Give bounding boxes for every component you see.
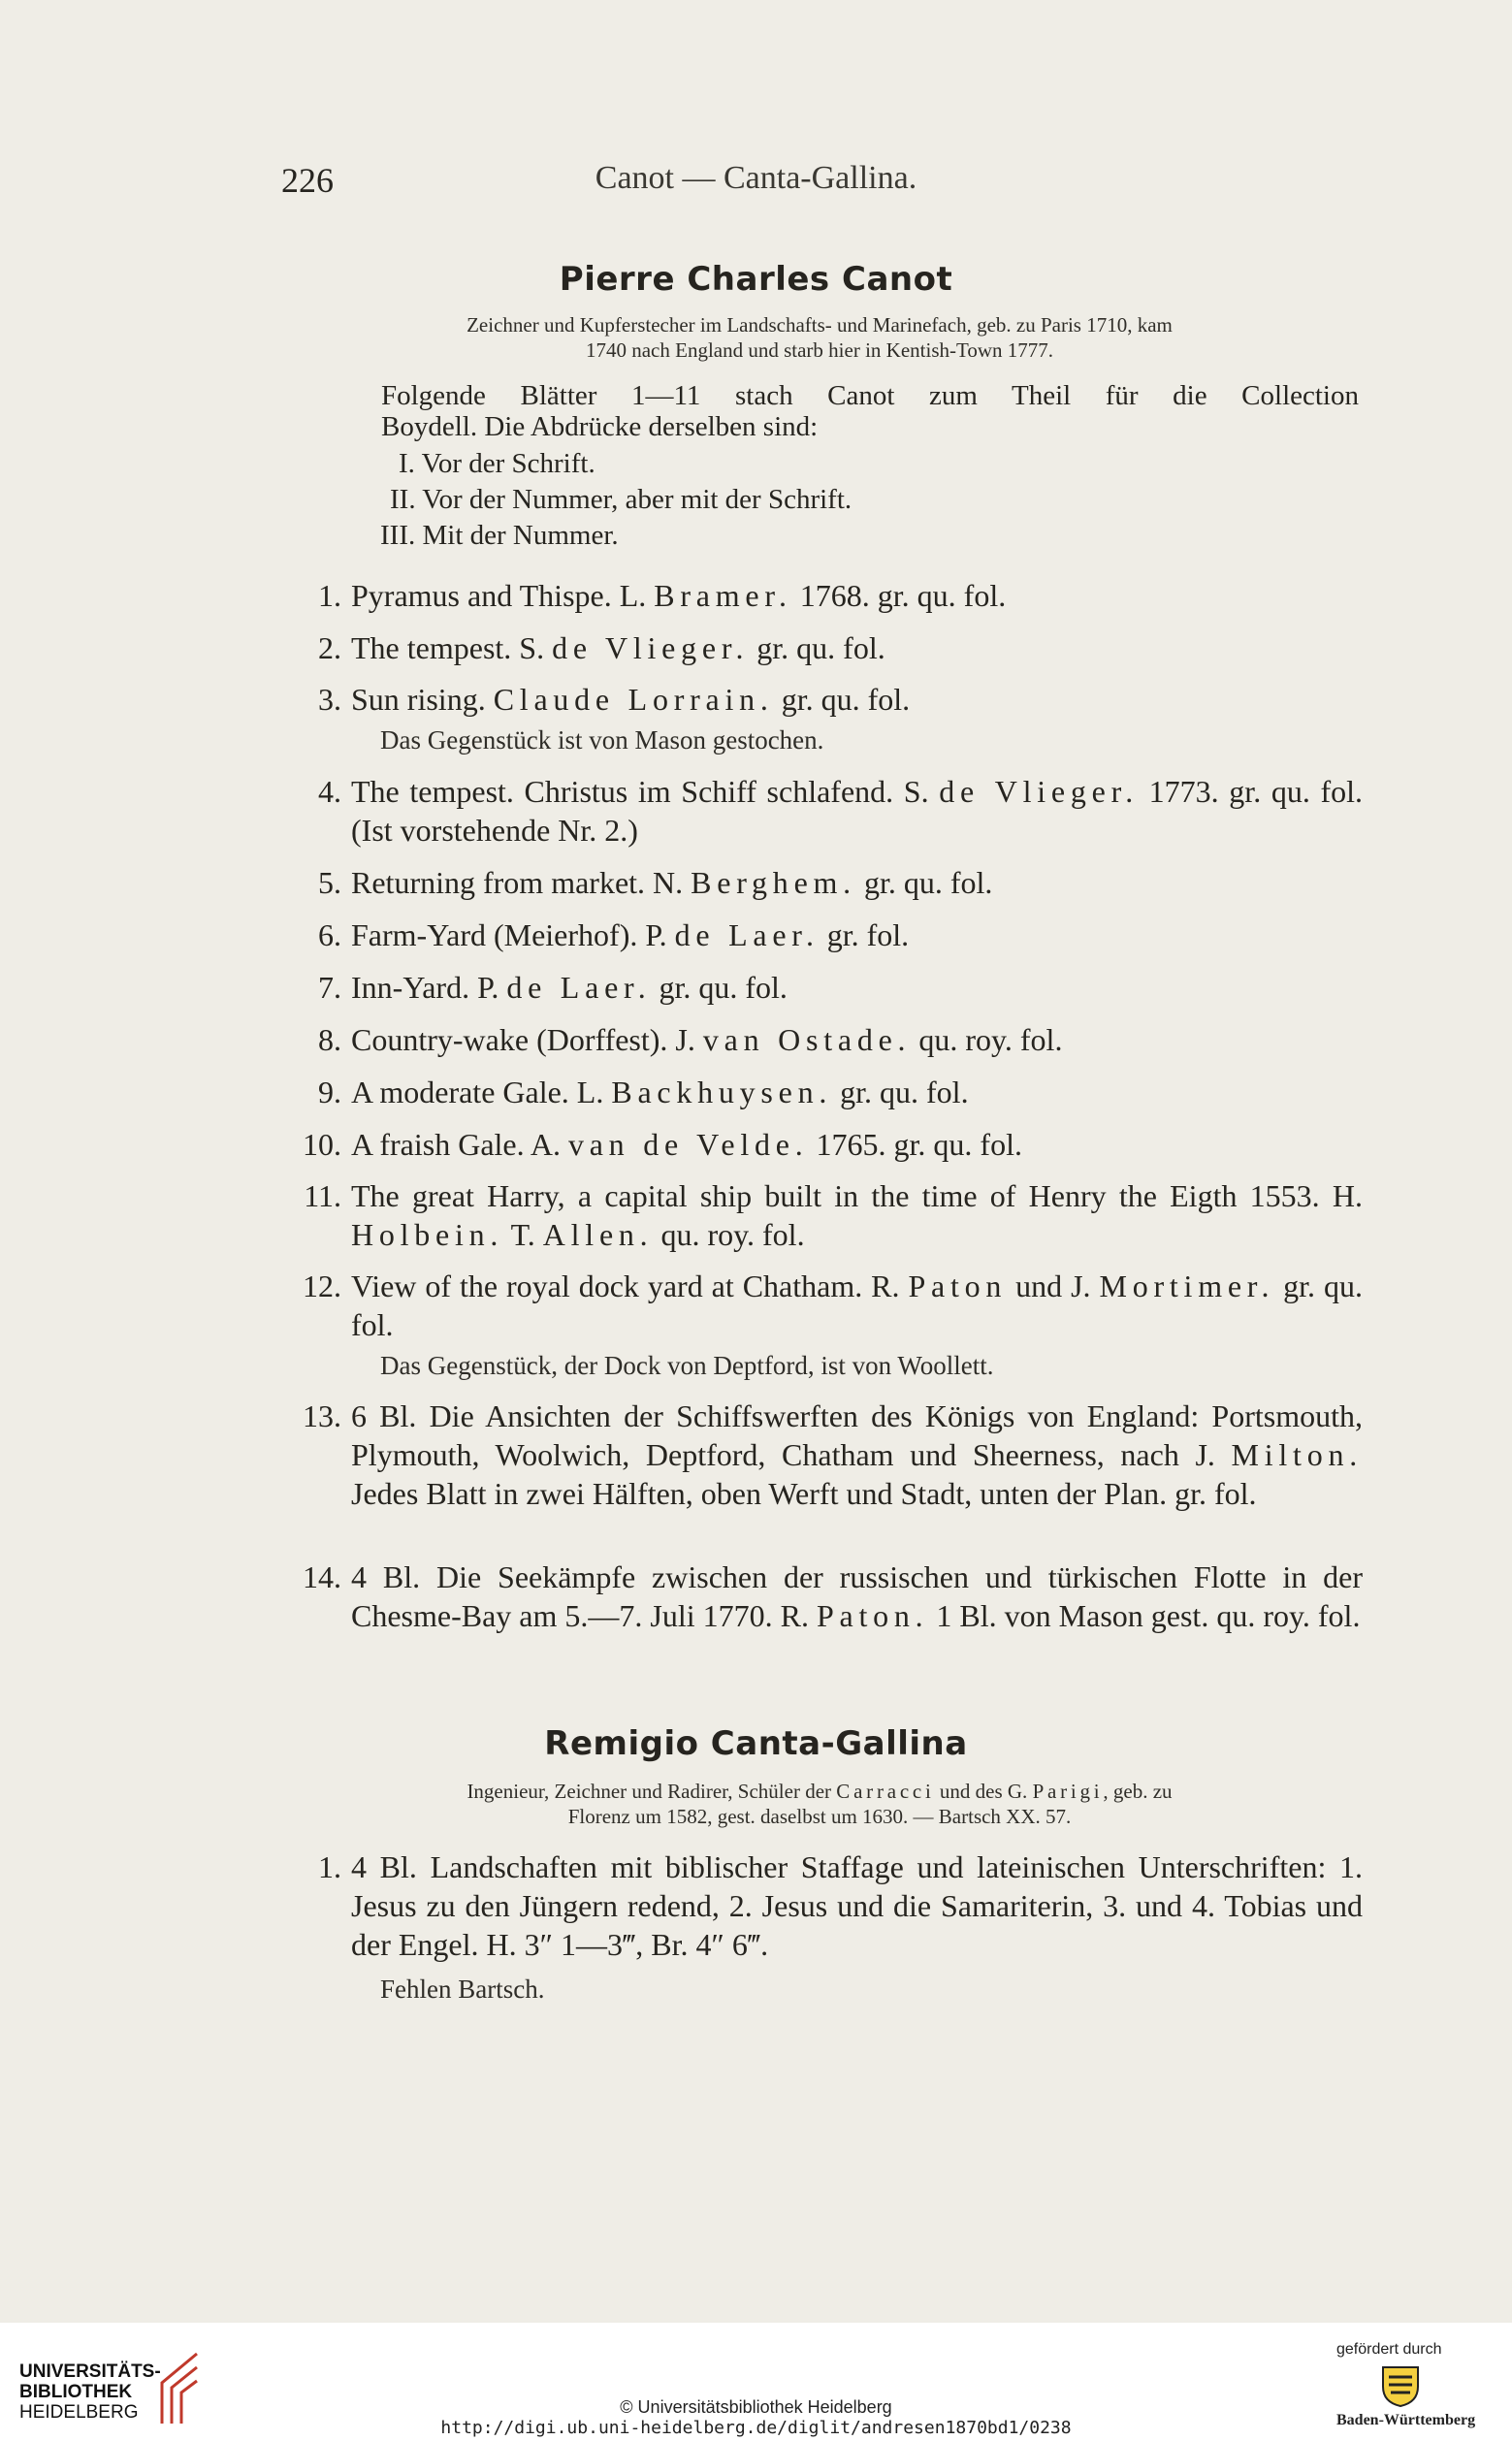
catalog-entry: 4. The tempest. Christus im Schiff schlafend. S. de Vlieger. 1773. gr. qu. fol. (Ist vorstehende Nr. 2.) — [262, 772, 1363, 850]
funded-by-label: gefördert durch — [1336, 2341, 1442, 2358]
section-title-canta-gallina: Remigio Canta-Gallina — [544, 1724, 968, 1763]
permalink[interactable]: http://digi.ub.uni-heidelberg.de/diglit/andresen1870bd1/0238 — [440, 2418, 1072, 2438]
intro-line: Folgende Blätter 1—11 stach Canot zum Theil für die Collection — [381, 380, 1359, 411]
artist-name: Backhuysen. — [611, 1075, 833, 1109]
entry-number: 7. — [318, 970, 341, 1005]
artist-name: Mortimer. — [1099, 1269, 1275, 1303]
catalog-entry: 2. The tempest. S. de Vlieger. gr. qu. fol. — [262, 628, 1363, 667]
artist-name: van Ostade. — [702, 1022, 912, 1057]
entry-number: 14. — [303, 1559, 341, 1594]
section-title-canot: Pierre Charles Canot — [559, 260, 953, 299]
bio-canot — [335, 312, 1304, 363]
bio-line: Florenz um 1582, gest. daselbst um 1630. — Bartsch XX. 57. — [567, 1805, 1072, 1828]
artist-name: Paton. — [816, 1598, 929, 1633]
artist-name: Holbein. — [351, 1217, 504, 1252]
entry-number: 11. — [304, 1178, 341, 1213]
catalog-entry: 6. Farm-Yard (Meierhof). P. de Laer. gr. fol. — [262, 915, 1363, 954]
bio-line: Ingenieur, Zeichner und Radirer, Schüler der Carracci und des G. Parigi, geb. zu — [466, 1780, 1173, 1803]
catalog-entry: 10. A fraish Gale. A. van de Velde. 1765. gr. qu. fol. — [262, 1125, 1363, 1164]
artist-name: van de Velde. — [567, 1127, 809, 1162]
entry-number: 12. — [303, 1269, 341, 1303]
catalog-entry: 1. Pyramus and Thispe. L. Bramer. 1768. gr. qu. fol. — [262, 576, 1363, 615]
entry-number: 6. — [318, 917, 341, 952]
artist-name: de Vlieger. — [939, 774, 1140, 809]
bio-line: 1740 nach England und starb hier in Kentish-Town 1777. — [585, 338, 1054, 362]
catalog-entry: 12. View of the royal dock yard at Chatham. R. Paton und J. Mortimer. gr. qu. fol. Das Gegenstück, der Dock von Deptford, ist von Woollett. — [262, 1267, 1363, 1385]
catalog-entry: 13. 6 Bl. Die Ansichten der Schiffswerften des Königs von England: Portsmouth, Plymouth, Woolwich, Deptford, Chatham und Sheerness, nach J. Milton. Jedes Blatt in zwei Hälften, oben Werft und Stadt, unten der Plan. gr. fol. — [262, 1397, 1363, 1513]
entry-number: 1. — [318, 578, 341, 613]
artist-name: de Laer. — [674, 917, 820, 952]
intro-line: Boydell. Die Abdrücke derselben sind: — [381, 411, 819, 442]
catalog-entry: 9. A moderate Gale. L. Backhuysen. gr. qu. fol. — [262, 1073, 1363, 1111]
entry-note: Fehlen Bartsch. — [380, 1975, 545, 2004]
page-number: 226 — [281, 161, 334, 200]
library-name[interactable]: UNIVERSITÄTS- BIBLIOTHEK HEIDELBERG — [19, 2361, 161, 2423]
catalog-entry: 11. The great Harry, a capital ship built in the time of Henry the Eigth 1553. H. Holbein. T. Allen. qu. roy. fol. — [262, 1176, 1363, 1254]
catalog-entry: 8. Country-wake (Dorffest). J. van Ostade. qu. roy. fol. — [262, 1020, 1363, 1059]
entry-note: Das Gegenstück, der Dock von Deptford, ist von Woollett. — [380, 1351, 994, 1380]
artist-name: Paton — [908, 1269, 1008, 1303]
funder-name: Baden-Württemberg — [1336, 2412, 1476, 2428]
bio-line: Zeichner und Kupferstecher im Landschafts- und Marinefach, geb. zu Paris 1710, kam — [466, 313, 1173, 337]
entry-number: 3. — [318, 682, 341, 717]
entry-number: 1. — [318, 1849, 341, 1884]
catalog-entry: 1. 4 Bl. Landschaften mit biblischer Staffage und lateinischen Unterschriften: 1. Jesus zu den Jüngern redend, 2. Jesus und die Samariterin, 3. und 4. Tobias und der Engel. H. 3″ 1—3‴, Br. 4″ 6‴. Fehlen Bartsch. — [262, 1847, 1363, 2008]
entry-number: 2. — [318, 630, 341, 665]
viewer-footer — [0, 2323, 1512, 2441]
artist-name: de Laer. — [506, 970, 652, 1005]
running-title: Canot — Canta-Gallina. — [595, 160, 917, 196]
bio-canta-gallina — [335, 1779, 1304, 1829]
artist-name: Bramer. — [654, 578, 792, 613]
entry-note: Das Gegenstück ist von Mason gestochen. — [380, 725, 824, 755]
coat-of-arms-icon — [1379, 2361, 1422, 2408]
catalog-entry: 5. Returning from market. N. Berghem. gr. qu. fol. — [262, 863, 1363, 902]
entry-number: 10. — [303, 1127, 341, 1162]
entry-number: 13. — [303, 1398, 341, 1433]
entry-number: 4. — [318, 774, 341, 809]
artist-name: Milton. — [1231, 1437, 1363, 1472]
state-item: III. Mit der Nummer. — [380, 520, 619, 551]
entry-number: 8. — [318, 1022, 341, 1057]
copyright: © Universitätsbibliothek Heidelberg — [620, 2397, 892, 2417]
catalog-entry: 14. 4 Bl. Die Seekämpfe zwischen der russischen und türkischen Flotte in der Chesme-Bay am 5.—7. Juli 1770. R. Paton. 1 Bl. von Mason gest. qu. roy. fol. — [262, 1558, 1363, 1635]
state-item: II. Vor der Nummer, aber mit der Schrift. — [390, 484, 853, 515]
entry-number: 9. — [318, 1075, 341, 1109]
state-item: I. Vor der Schrift. — [399, 448, 595, 479]
entry-number: 5. — [318, 865, 341, 900]
artist-name: Claude Lorrain. — [493, 682, 774, 717]
catalog-entry: 3. Sun rising. Claude Lorrain. gr. qu. fol. Das Gegenstück ist von Mason gestochen. — [262, 680, 1363, 759]
catalog-entry: 7. Inn-Yard. P. de Laer. gr. qu. fol. — [262, 968, 1363, 1007]
artist-name: de Vlieger. — [552, 630, 750, 665]
artist-name: Allen. — [542, 1217, 654, 1252]
artist-name: Berghem. — [691, 865, 856, 900]
